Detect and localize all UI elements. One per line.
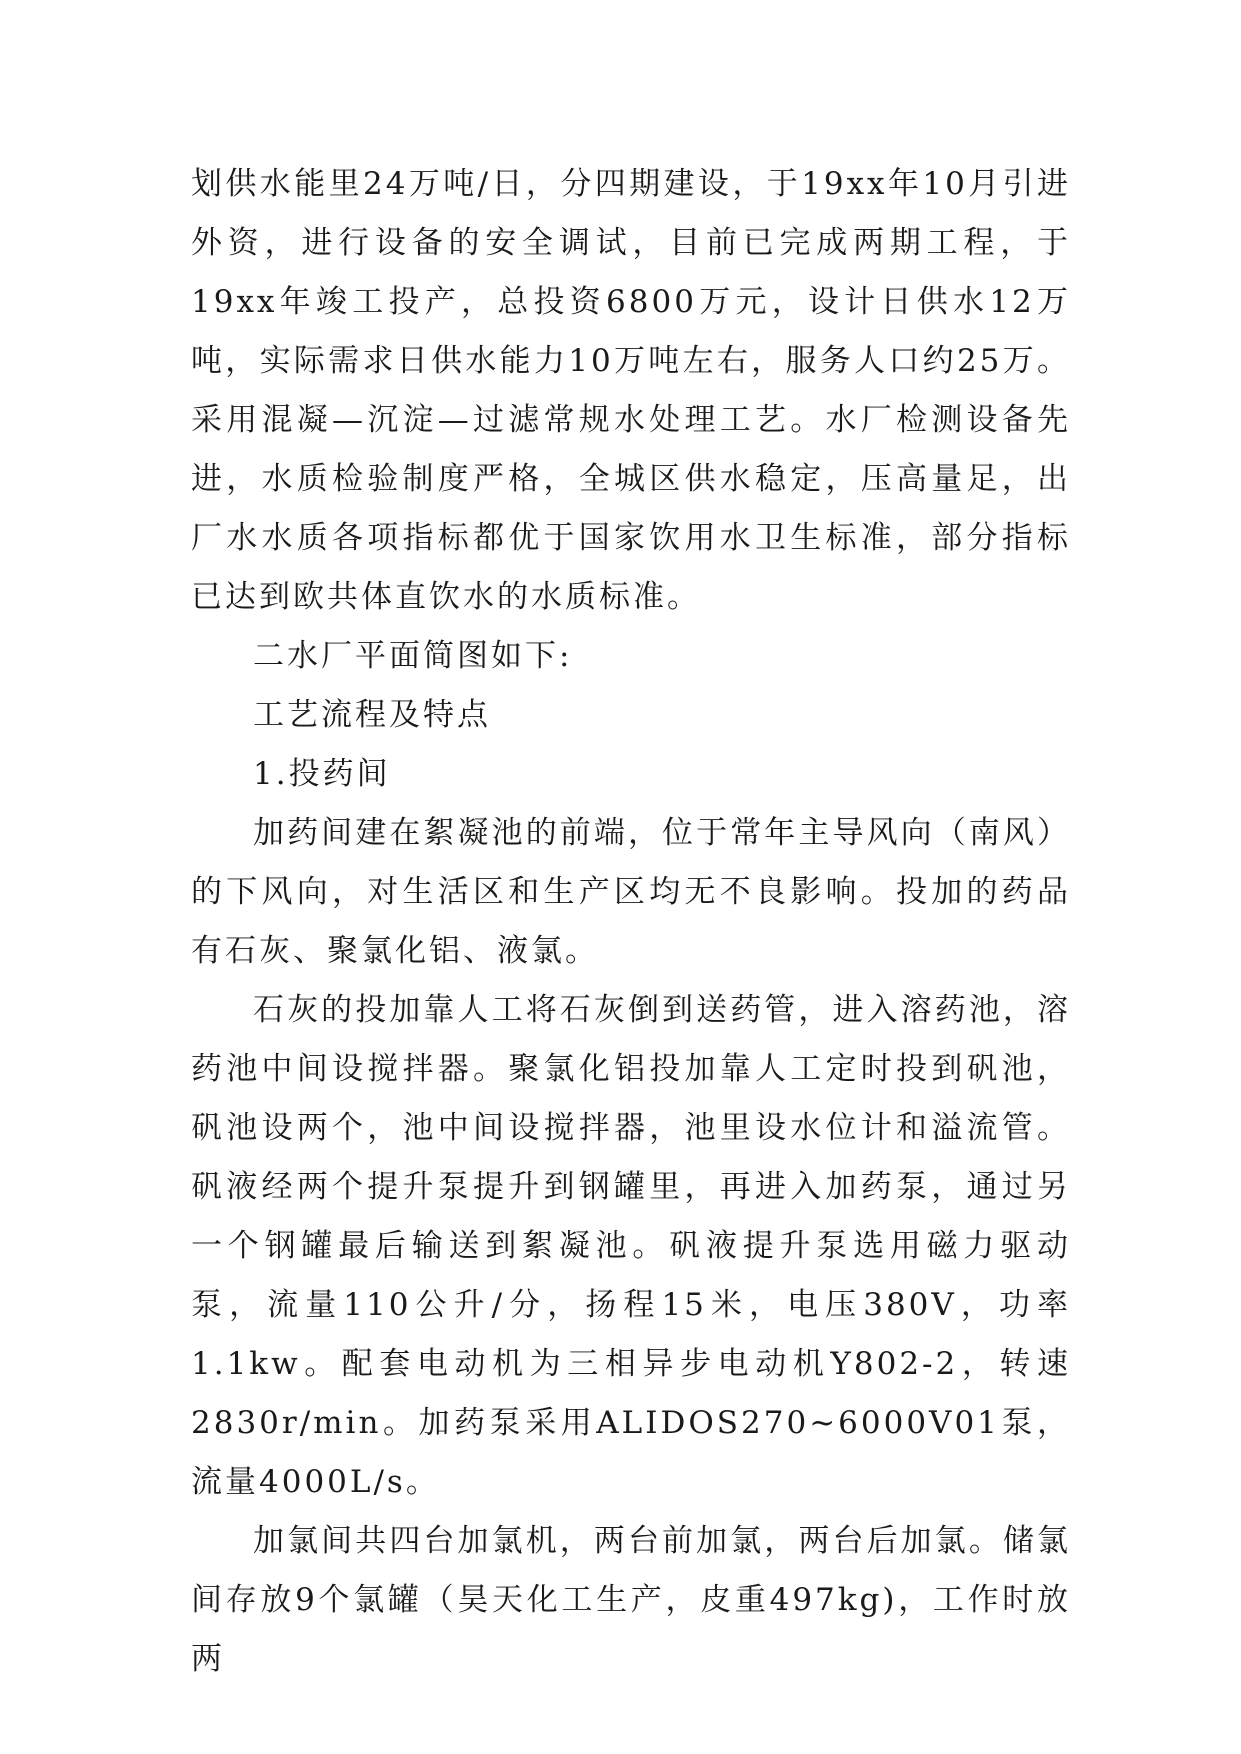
paragraph-dosing-room-location: 加药间建在絮凝池的前端，位于常年主导风向（南风）的下风向，对生活区和生产区均无不良影响。投加的药品有石灰、聚氯化铝、液氯。	[191, 815, 1071, 969]
paragraph-chemical-dosing-details: 石灰的投加靠人工将石灰倒到送药管，进入溶药池，溶药池中间设搅拌器。聚氯化铝投加靠人工定时投到矾池，矾池设两个，池中间设搅拌器，池里设水位计和溢流管。矾液经两个提升泵提升到钢罐里，再进入加药泵，通过另一个钢罐最后输送到絮凝池。矾液提升泵选用磁力驱动泵，流量110公升/分，扬程15米，电压380V，功率1.1kw。配套电动机为三相异步电动机Y802-2，转速2830r/min。加药泵采用ALIDOS270~6000V01泵，流量4000L/s。	[191, 992, 1071, 1500]
subsection-heading-dosing-room: 1.投药间	[253, 756, 391, 792]
paragraph-water-plant-overview: 划供水能里24万吨/日，分四期建设，于19xx年10月引进外资，进行设备的安全调试，目前已完成两期工程，于19xx年竣工投产，总投资6800万元，设计日供水12万吨，实际需求日供水能力10万吨左右，服务人口约25万。采用混凝—沉淀—过滤常规水处理工艺。水厂检测设备先进，水质检验制度严格，全城区供水稳定，压高量足，出厂水水质各项指标都优于国家饮用水卫生标准，部分指标已达到欧共体直饮水的水质标准。	[191, 166, 1071, 615]
section-heading-process-flow: 工艺流程及特点	[253, 697, 491, 733]
document-body	[191, 155, 1071, 1689]
paragraph-plan-diagram-intro: 二水厂平面简图如下:	[253, 638, 573, 674]
paragraph-chlorination-room: 加氯间共四台加氯机，两台前加氯，两台后加氯。储氯间存放9个氯罐（昊天化工生产，皮重497kg)，工作时放两	[191, 1523, 1071, 1677]
